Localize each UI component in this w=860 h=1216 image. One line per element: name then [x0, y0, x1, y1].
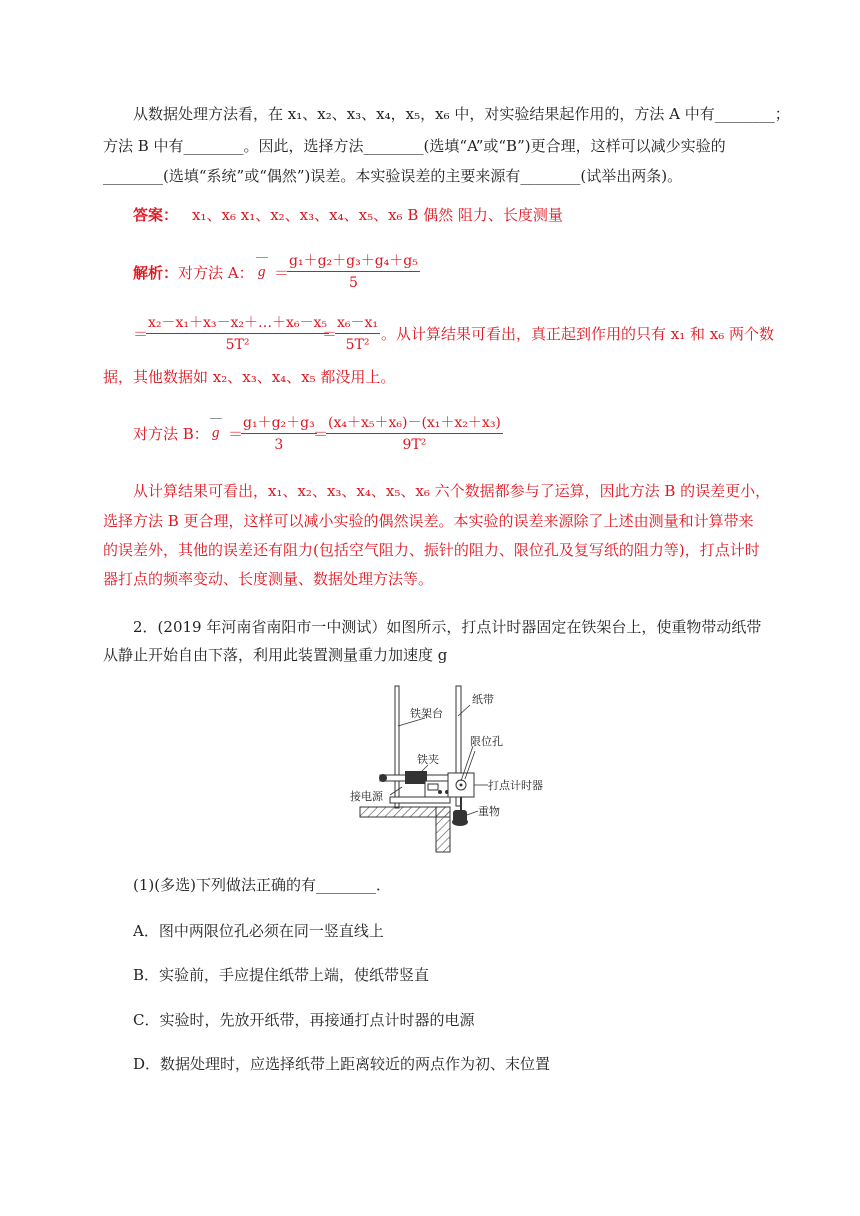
iron-clamp-knob	[405, 771, 427, 784]
fraction-d-numerator: g₁＋g₂＋g₃	[241, 414, 317, 434]
method-b-prefix: 对方法 B：	[133, 425, 209, 443]
label-hole: 限位孔	[470, 735, 503, 748]
sub-question-1-prompt: (1)(多选)下列做法正确的有________．	[133, 876, 391, 894]
fraction-d-denominator: 3	[274, 437, 284, 453]
g-mean-symbol-b: g	[212, 425, 220, 441]
fraction-e	[326, 414, 503, 454]
fraction-c-denominator: 5T²	[345, 337, 370, 353]
option-b: B．实验前，手应提住纸带上端，使纸带竖直	[133, 966, 430, 984]
stand-base	[390, 797, 450, 803]
analysis-para-4: 器打点的频率变动、长度测量、数据处理方法等。	[103, 570, 434, 588]
question-2-line-1: 2．(2019 年河南省南阳市一中测试）如图所示，打点计时器固定在铁架台上，使重物带动纸带	[133, 618, 762, 636]
label-stand: 铁架台	[410, 707, 443, 720]
label-clamp: 铁夹	[417, 753, 439, 766]
fraction-a	[287, 252, 420, 292]
fraction-b	[146, 314, 329, 354]
fraction-d	[241, 414, 317, 454]
analysis-a-result: 。从计算结果可看出，真正起到作用的只有 x₁ 和 x₆ 两个数	[381, 325, 775, 343]
fraction-c-numerator: x₆－x₁	[335, 314, 380, 334]
intro-line-1: 从数据处理方法看，在 x₁、x₂、x₃、x₄，x₅，x₆ 中，对实验结果起作用的，方法 A 中有________；	[133, 105, 790, 123]
eq-a: ＝	[274, 264, 290, 282]
intro-line-2: 方法 B 中有________。因此，选择方法________(选填“A”或“B”)更合理，这样可以减少实验的	[103, 137, 726, 155]
answer-text: x₁、x₆ x₁、x₂、x₃、x₄、x₅、x₆ B 偶然 阻力、长度测量	[192, 206, 563, 224]
option-d: D．数据处理时，应选择纸带上距离较近的两点作为初、末位置	[133, 1055, 551, 1073]
fraction-e-numerator: (x₄＋x₅＋x₆)－(x₁＋x₂＋x₃)	[326, 414, 503, 434]
label-timer: 打点计时器	[488, 779, 543, 792]
g-bar-a	[258, 262, 266, 281]
analysis-a-continued: 据，其他数据如 x₂、x₃、x₄、x₅ 都没用上。	[103, 368, 396, 386]
eq-b: ＝	[133, 325, 149, 343]
table-leg	[436, 807, 450, 852]
g-mean-symbol: g	[258, 264, 266, 280]
analysis-para-2: 选择方法 B 更合理，这样可以减小实验的偶然误差。本实验的误差来源除了上述由测量和计算带来	[103, 512, 754, 530]
fraction-e-denominator: 9T²	[402, 437, 427, 453]
option-a: A．图中两限位孔必须在同一竖直线上	[133, 922, 384, 940]
fraction-b-denominator: 5T²	[225, 337, 250, 353]
fraction-b-numerator: x₂－x₁＋x₃－x₂＋…＋x₆－x₅	[146, 314, 329, 334]
answer-line	[133, 205, 563, 225]
fraction-a-numerator: g₁＋g₂＋g₃＋g₄＋g₅	[287, 252, 420, 272]
analysis-para-1: 从计算结果可看出，x₁、x₂、x₃、x₄、x₅、x₆ 六个数据都参与了运算，因此方法 B 的误差更小，	[133, 482, 771, 500]
fraction-a-denominator: 5	[348, 275, 358, 291]
answer-label: 答案：	[133, 206, 179, 224]
eq-e: ＝	[313, 425, 329, 443]
apparatus-figure	[340, 683, 570, 858]
eq-c: ＝	[322, 325, 338, 343]
g-bar-b	[212, 423, 220, 442]
analysis-method-a-line	[133, 263, 254, 283]
analysis-label: 解析：	[133, 264, 179, 282]
method-a-prefix: 对方法 A：	[178, 264, 254, 282]
label-power: 接电源	[350, 790, 383, 803]
analysis-para-3: 的误差外，其他的误差还有阻力(包括空气阻力、振针的阻力、限位孔及复写纸的阻力等)，打点计时	[103, 541, 760, 559]
fraction-c	[335, 314, 380, 354]
label-weight: 重物	[478, 805, 500, 818]
intro-line-3: ________(选填“系统”或“偶然”)误差。本实验误差的主要来源有________(试举出两条)。	[103, 167, 683, 185]
eq-d: ＝	[228, 425, 244, 443]
option-c: C．实验时，先放开纸带，再接通打点计时器的电源	[133, 1011, 475, 1029]
label-tape: 纸带	[472, 693, 494, 706]
question-2-line-2: 从静止开始自由下落，利用此装置测量重力加速度 g	[103, 646, 448, 664]
